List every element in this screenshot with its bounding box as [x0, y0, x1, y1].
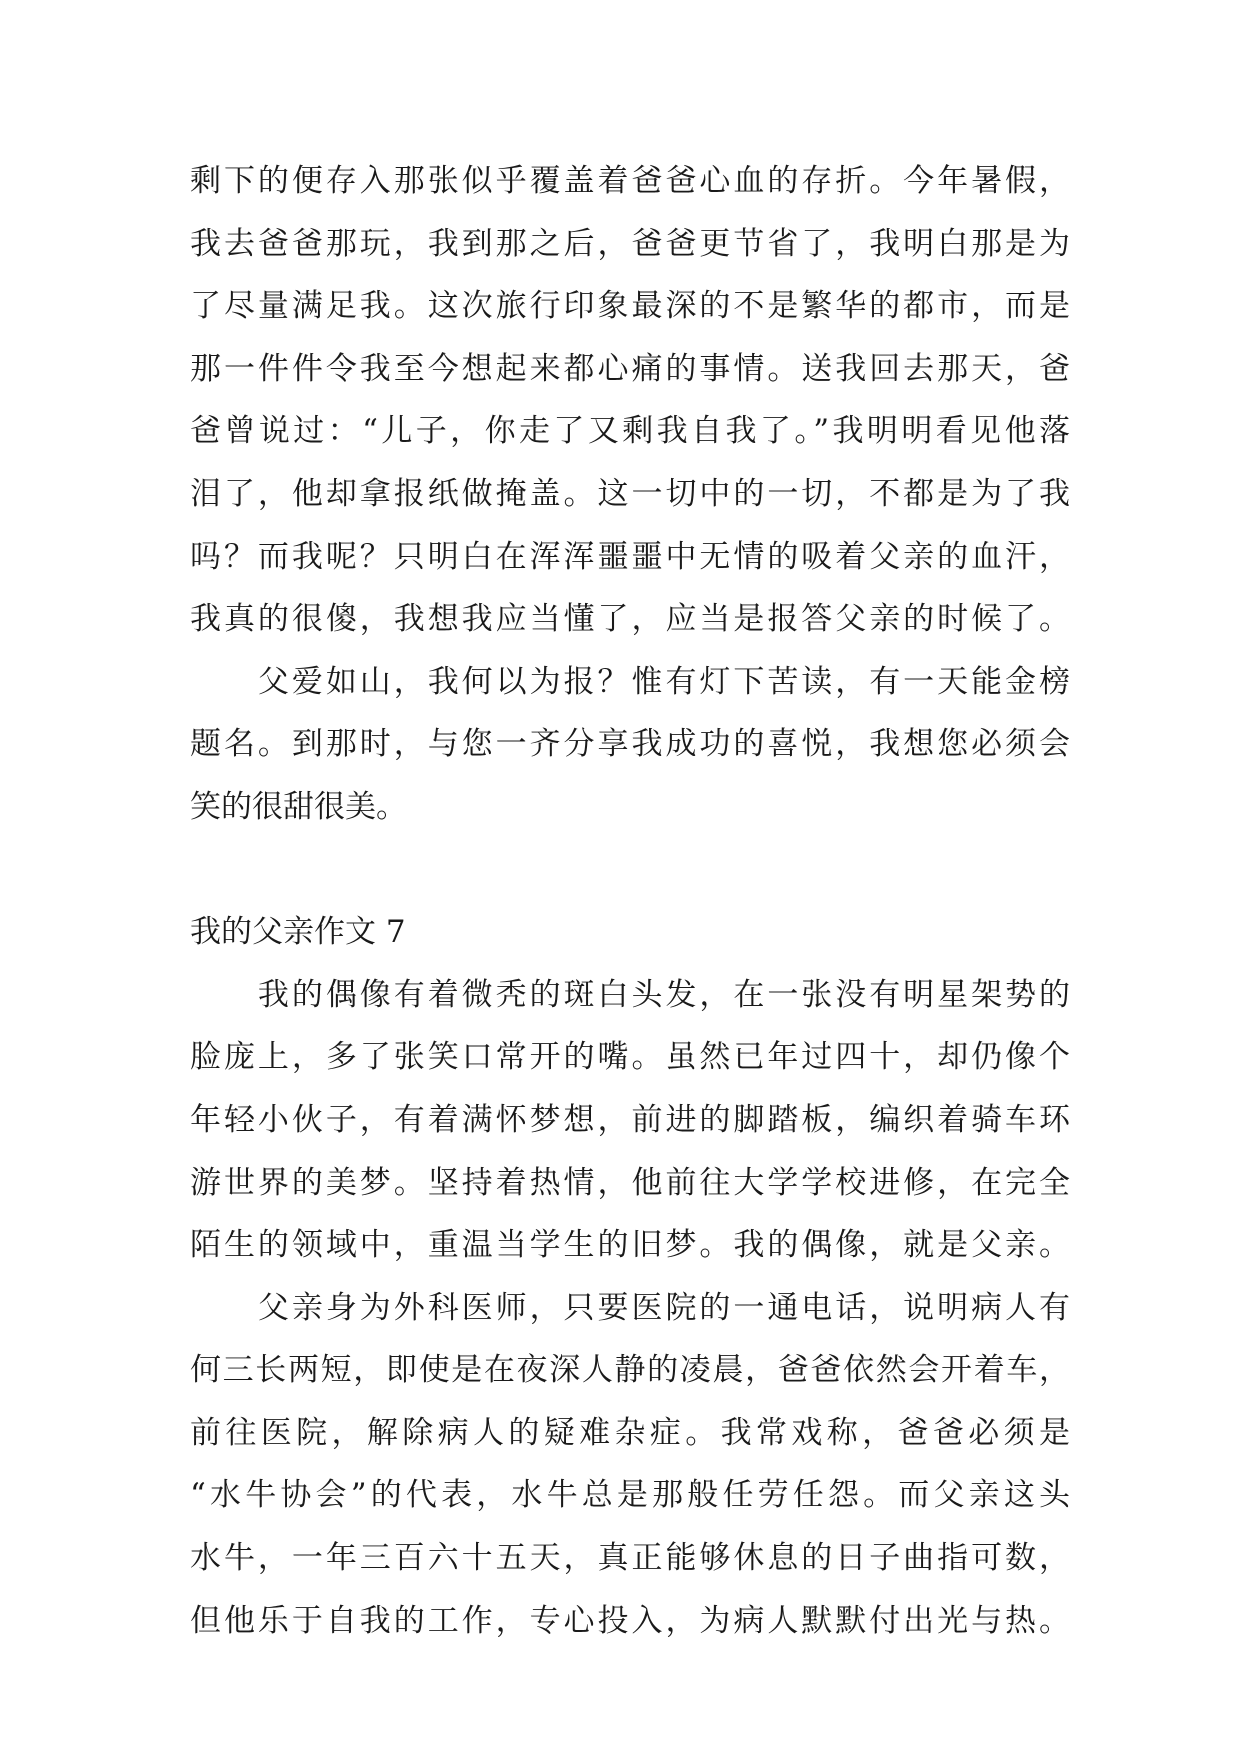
paragraph	[190, 1277, 1070, 1653]
text-line: 脸庞上，多了张笑口常开的嘴。虽然已年过四十，却仍像个	[190, 1039, 1070, 1076]
paragraph-spacer	[190, 839, 1070, 902]
text-line: 了尽量满足我。这次旅行印象最深的不是繁华的都市，而是	[190, 288, 1070, 325]
text-line: 那一件件令我至今想起来都心痛的事情。送我回去那天，爸	[190, 350, 1070, 387]
paragraph	[190, 964, 1070, 1277]
text-line: 何三长两短，即使是在夜深人静的凌晨，爸爸依然会开着车，	[190, 1352, 1070, 1389]
document-body	[190, 150, 1070, 1652]
text-line: 但他乐于自我的工作，专心投入，为病人默默付出光与热。	[190, 1602, 1070, 1639]
text-line: 父亲身为外科医师，只要医院的一通电话，说明病人有	[190, 1289, 1070, 1326]
text-line: 游世界的美梦。坚持着热情，他前往大学学校进修，在完全	[190, 1164, 1070, 1201]
text-line: 泪了，他却拿报纸做掩盖。这一切中的一切，不都是为了我	[190, 475, 1070, 512]
text-line: “水牛协会”的代表，水牛总是那般任劳任怨。而父亲这头	[190, 1477, 1070, 1514]
text-line: 爸曾说过：“儿子，你走了又剩我自我了。”我明明看见他落	[190, 413, 1070, 450]
text-line: 剩下的便存入那张似乎覆盖着爸爸心血的存折。今年暑假，	[190, 163, 1070, 199]
text-line: 题名。到那时，与您一齐分享我成功的喜悦，我想您必须会	[190, 726, 1070, 763]
text-line: 我的偶像有着微秃的斑白头发，在一张没有明星架势的	[190, 976, 1070, 1013]
text-line: 吗？而我呢？只明白在浑浑噩噩中无情的吸着父亲的血汗，	[190, 538, 1070, 575]
text-line: 前往医院，解除病人的疑难杂症。我常戏称，爸爸必须是	[190, 1414, 1070, 1451]
paragraph	[190, 150, 1070, 651]
text-line: 我真的很傻，我想我应当懂了，应当是报答父亲的时候了。	[190, 601, 1070, 638]
text-line: 陌生的领域中，重温当学生的旧梦。我的偶像，就是父亲。	[190, 1227, 1070, 1264]
text-line: 水牛，一年三百六十五天，真正能够休息的日子曲指可数，	[190, 1540, 1070, 1577]
text-line: 父爱如山，我何以为报？惟有灯下苦读，有一天能金榜	[190, 663, 1070, 700]
text-line: 年轻小伙子，有着满怀梦想，前进的脚踏板，编织着骑车环	[190, 1101, 1070, 1138]
text-line: 笑的很甜很美。	[190, 788, 407, 825]
section-title: 我的父亲作文 7	[190, 914, 406, 951]
text-line: 我去爸爸那玩，我到那之后，爸爸更节省了，我明白那是为	[190, 225, 1070, 262]
paragraph	[190, 651, 1070, 839]
